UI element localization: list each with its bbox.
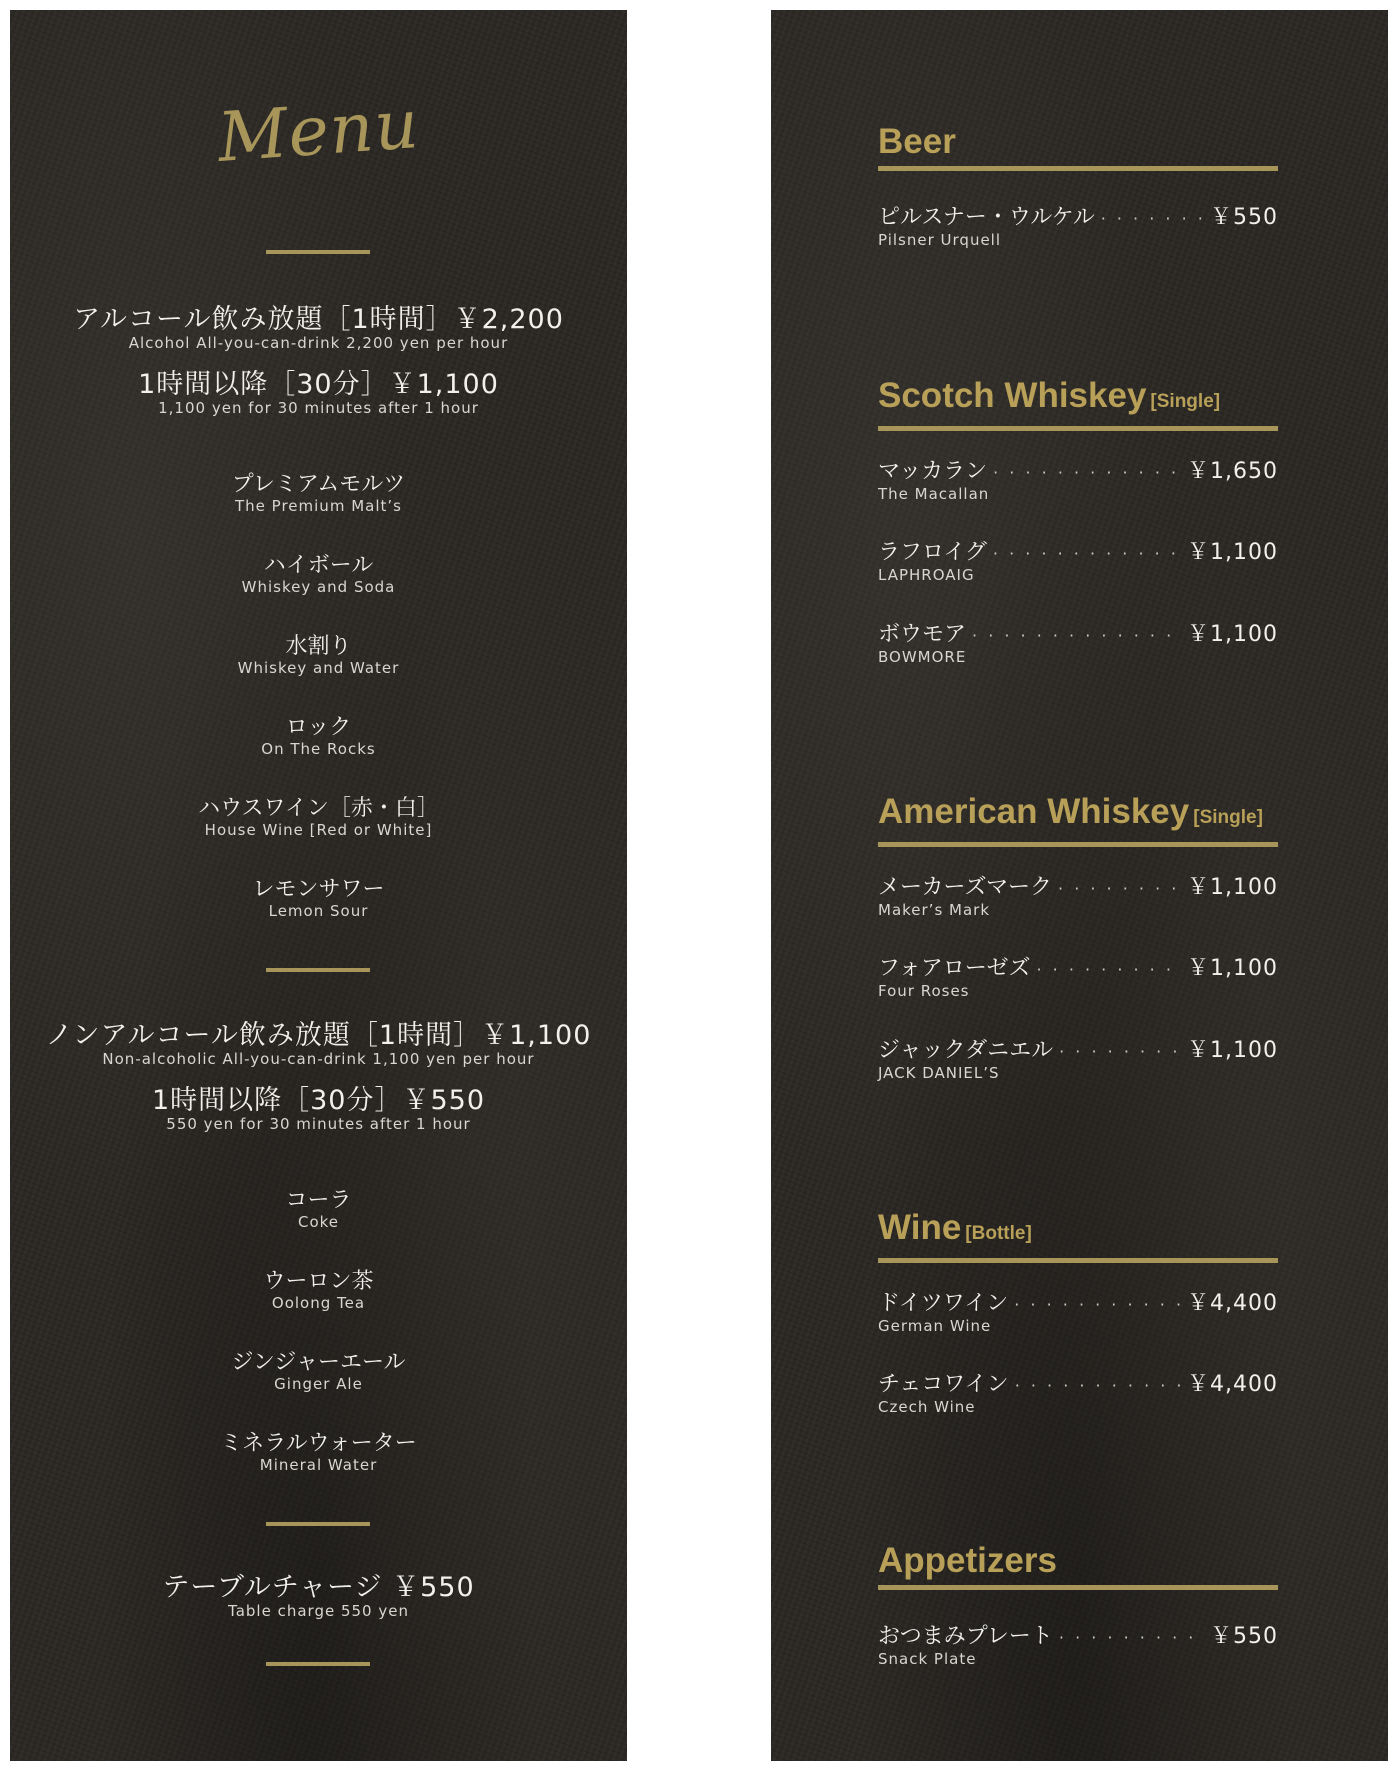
item-jp: ラフロイグ — [878, 540, 987, 565]
menu-item — [878, 956, 1278, 1000]
divider-rule — [266, 968, 370, 972]
item-jp: ジャックダニエル — [878, 1038, 1054, 1063]
list-item — [10, 715, 627, 758]
section-subtitle: [Single] — [1193, 807, 1263, 828]
section-subtitle: [Single] — [1150, 391, 1221, 412]
nonalcohol-plan-en: Non-alcoholic All-you-can-drink 1,100 yen per hour — [102, 1050, 535, 1068]
dot-leader — [1014, 1292, 1181, 1318]
item-jp: フォアローゼズ — [878, 956, 1031, 981]
alcohol-plan — [10, 304, 627, 352]
item-jp: マッカラン — [878, 459, 988, 484]
item-en: Czech Wine — [878, 1398, 976, 1416]
section-wine — [878, 1208, 1278, 1263]
dot-leader — [993, 541, 1181, 567]
menu-title: Menu — [215, 85, 422, 178]
menu-right-panel — [771, 10, 1388, 1761]
item-en: German Wine — [878, 1317, 992, 1335]
section-title-text: Wine — [878, 1208, 962, 1247]
list-item — [10, 796, 627, 839]
menu-item — [878, 875, 1278, 919]
item-en: The Macallan — [878, 485, 990, 503]
menu-item — [878, 1291, 1278, 1335]
section-title — [878, 792, 1278, 838]
section-rule — [878, 1258, 1278, 1263]
nonalcohol-extension-en: 550 yen for 30 minutes after 1 hour — [166, 1115, 471, 1133]
item-jp: ミネラルウォーター — [220, 1431, 417, 1456]
item-jp: おつまみプレート — [878, 1624, 1053, 1649]
section-rule — [878, 1585, 1278, 1590]
dot-leader — [1059, 1039, 1181, 1065]
item-price: ￥4,400 — [1187, 1291, 1278, 1316]
item-jp: 水割り — [285, 634, 352, 659]
item-en: Coke — [297, 1213, 340, 1231]
item-jp: メーカーズマーク — [878, 875, 1053, 900]
list-item — [10, 1431, 627, 1474]
item-price: ￥1,100 — [1187, 540, 1278, 565]
nonalcohol-plan-jp: ノンアルコール飲み放題［1時間］￥1,100 — [45, 1020, 592, 1051]
item-en: The Premium Malt’s — [235, 497, 402, 515]
item-price: ￥1,100 — [1187, 1038, 1278, 1063]
item-jp: ドイツワイン — [878, 1291, 1009, 1316]
section-title-text: Appetizers — [878, 1541, 1057, 1580]
item-en: House Wine [Red or White] — [204, 821, 433, 839]
list-item — [10, 1188, 627, 1231]
list-item — [10, 877, 627, 920]
section-rule — [878, 166, 1278, 171]
dot-leader — [1059, 1625, 1204, 1651]
divider-rule — [266, 1662, 370, 1666]
nonalcohol-extension-jp: 1時間以降［30分］￥550 — [151, 1085, 486, 1116]
menu-item — [878, 540, 1278, 584]
dot-leader — [972, 623, 1181, 649]
item-en: Oolong Tea — [271, 1294, 366, 1312]
item-price: ￥1,100 — [1187, 622, 1278, 647]
item-jp: ロック — [285, 715, 352, 740]
item-en: Maker’s Mark — [878, 901, 991, 919]
section-title — [878, 376, 1278, 422]
item-jp: ボウモア — [878, 622, 967, 647]
alcohol-plan-jp: アルコール飲み放題［1時間］￥2,200 — [73, 304, 564, 335]
item-price: ￥4,400 — [1187, 1372, 1278, 1397]
list-item — [10, 634, 627, 677]
section-rule — [878, 842, 1278, 847]
dot-leader — [1036, 957, 1181, 983]
menu-item — [878, 622, 1278, 666]
section-appetizers — [878, 1541, 1278, 1590]
list-item — [10, 1350, 627, 1393]
section-title-text: Beer — [878, 122, 956, 161]
item-en: LAPHROAIG — [878, 566, 975, 584]
item-jp: ハウスワイン［赤・白］ — [198, 796, 439, 821]
item-price: ￥1,100 — [1187, 956, 1278, 981]
item-en: Lemon Sour — [268, 902, 369, 920]
item-price: ￥1,650 — [1187, 459, 1278, 484]
item-jp: プレミアムモルツ — [231, 472, 406, 497]
item-en: Whiskey and Soda — [241, 578, 396, 596]
alcohol-extension — [10, 369, 627, 417]
section-subtitle: [Bottle] — [965, 1223, 1032, 1244]
section-title — [878, 122, 1278, 162]
section-beer — [878, 122, 1278, 171]
item-jp: ハイボール — [263, 553, 374, 578]
item-jp: ピルスナー・ウルケル — [878, 205, 1095, 230]
section-american-whiskey — [878, 792, 1278, 847]
list-item — [10, 1269, 627, 1312]
item-en: Mineral Water — [259, 1456, 378, 1474]
menu-item — [878, 1624, 1278, 1668]
dot-leader — [1058, 876, 1181, 902]
menu-item — [878, 1372, 1278, 1416]
section-title — [878, 1208, 1278, 1254]
section-title-text: American Whiskey — [878, 792, 1190, 831]
item-price: ￥550 — [1210, 1624, 1278, 1649]
menu-item — [878, 459, 1278, 503]
list-item — [10, 472, 627, 515]
alcohol-extension-en: 1,100 yen for 30 minutes after 1 hour — [158, 399, 479, 417]
dot-leader — [1101, 206, 1204, 232]
menu-item — [878, 1038, 1278, 1082]
item-jp: ウーロン茶 — [263, 1269, 374, 1294]
item-en: Snack Plate — [878, 1650, 977, 1668]
alcohol-plan-en: Alcohol All-you-can-drink 2,200 yen per hour — [128, 334, 509, 352]
divider-rule — [266, 250, 370, 254]
table-charge — [10, 1572, 627, 1620]
divider-rule — [266, 1522, 370, 1526]
menu-left-panel — [10, 10, 627, 1761]
section-scotch-whiskey — [878, 376, 1278, 431]
item-jp: レモンサワー — [252, 877, 385, 902]
item-en: BOWMORE — [878, 648, 967, 666]
item-en: Pilsner Urquell — [878, 231, 1002, 249]
section-title — [878, 1541, 1278, 1581]
section-rule — [878, 426, 1278, 431]
nonalcohol-extension — [10, 1085, 627, 1133]
item-en: Four Roses — [878, 982, 970, 1000]
item-en: JACK DANIEL’S — [878, 1064, 1000, 1082]
item-price: ￥550 — [1210, 205, 1278, 230]
item-en: Whiskey and Water — [237, 659, 400, 677]
table-charge-en: Table charge 550 yen — [228, 1602, 409, 1620]
list-item — [10, 553, 627, 596]
menu-item — [878, 205, 1278, 249]
dot-leader — [1015, 1373, 1181, 1399]
nonalcohol-plan — [10, 1020, 627, 1068]
item-en: Ginger Ale — [274, 1375, 363, 1393]
table-charge-jp: テーブルチャージ ￥550 — [162, 1572, 475, 1603]
item-jp: ジンジャーエール — [231, 1350, 406, 1375]
item-price: ￥1,100 — [1187, 875, 1278, 900]
alcohol-extension-jp: 1時間以降［30分］￥1,100 — [138, 369, 499, 400]
item-jp: チェコワイン — [878, 1372, 1009, 1397]
item-en: On The Rocks — [261, 740, 376, 758]
dot-leader — [993, 460, 1181, 486]
item-jp: コーラ — [285, 1188, 352, 1213]
section-title-text: Scotch Whiskey — [878, 376, 1147, 415]
